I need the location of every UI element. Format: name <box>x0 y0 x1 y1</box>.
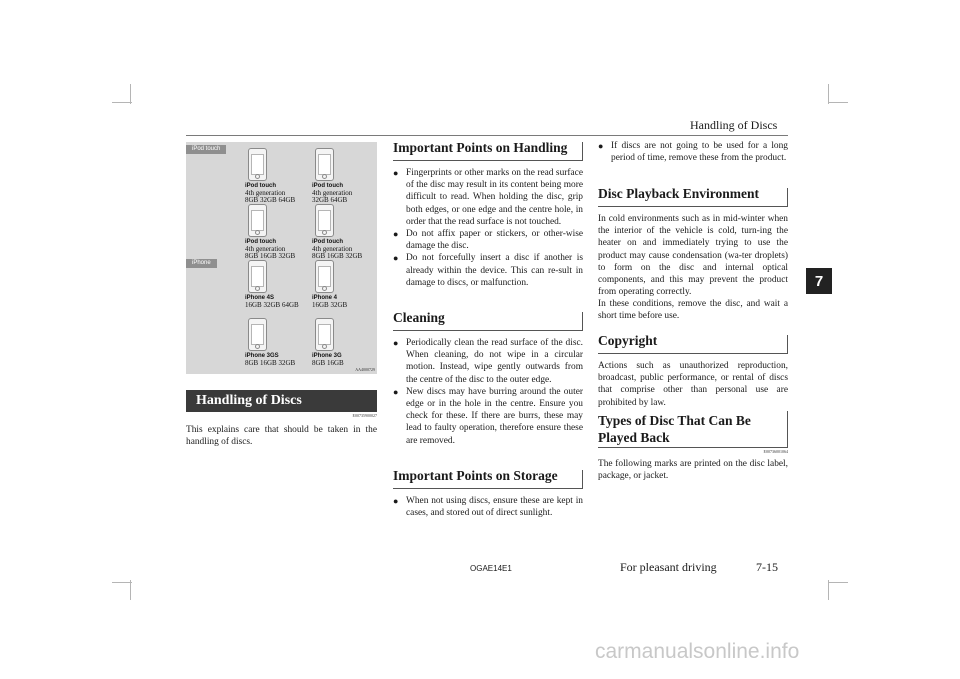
watermark: carmanualsonline.info <box>595 640 800 663</box>
footer-code: OGAE14E1 <box>470 564 512 573</box>
running-header: Handling of Discs <box>690 118 778 132</box>
section-heading-types-of-disc: Types of Disc That Can Be Played Back <box>598 412 788 448</box>
playback-env-text: In cold environments such as in mid-winter when the interior of the vehicle is cold, turn-ing the heater on and immediately trying to use the product may cause condensation (wa-ter droplets) to form on the disc and internal optical components, and this may prevent the product from operating correctly. <box>598 214 788 298</box>
header-rule <box>186 135 788 136</box>
handling-intro: This explains care that should be taken in the handling of discs. <box>186 425 377 448</box>
playback-env-text-2: In these conditions, remove the disc, and wait a short time before use. <box>598 299 788 322</box>
list-item: ● When not using discs, ensure these are kept in cases, and stored out of direct sunlight. <box>393 496 583 519</box>
list-item: ● Do not affix paper or stickers, or other-wise damage the disc. <box>393 229 583 252</box>
crop-mark <box>828 84 829 104</box>
bullet-icon: ● <box>393 229 399 240</box>
ipod-icon <box>248 204 267 237</box>
list-item: ● Do not forcefully insert a disc if another is already within the device. This can re-sult in damage to discs, or malfunction. <box>393 253 583 288</box>
section-heading-cleaning: Cleaning <box>393 309 583 331</box>
section-label-ipod: iPod touch <box>186 145 226 154</box>
device-ipod-touch-3: iPod touch 4th generation 8GB 16GB 32GB <box>245 204 317 260</box>
section-code: E00735900027 <box>352 413 377 418</box>
list-item: ● Fingerprints or other marks on the read surface of the disc may result in its content being more difficult to read. When holding the disc, grip both edges, or one edge and the centre hole, in order that the read surface is not touched. <box>393 168 583 227</box>
section-heading-playback-environment: Disc Playback Environment <box>598 185 788 207</box>
device-iphone-4: iPhone 4 16GB 32GB <box>312 260 384 309</box>
crop-mark <box>828 582 848 583</box>
iphone-icon <box>248 260 267 293</box>
device-ipod-touch-1: iPod touch 4th generation 8GB 32GB 64GB <box>245 148 317 204</box>
iphone-icon <box>315 260 334 293</box>
ipod-icon <box>315 204 334 237</box>
list-item: ● New discs may have burring around the outer edge or in the hole in the centre. Ensure you check for these. If there are burrs, these may lead to faulty operation, therefore ensure these are removed. <box>393 386 583 446</box>
ipod-icon <box>315 148 334 181</box>
bullet-icon: ● <box>393 253 399 264</box>
crop-mark <box>130 580 131 600</box>
device-ipod-touch-2: iPod touch 4th generation 32GB 64GB <box>312 148 384 204</box>
device-illustration <box>186 142 377 374</box>
copyright-text: Actions such as unauthorized reproduction, broadcast, public performance, or rental of discs that comprise other than personal use are prohibited by law. <box>598 361 788 408</box>
section-heading-copyright: Copyright <box>598 332 788 354</box>
bullet-list-long-period <box>598 140 788 164</box>
bullet-list-handling <box>393 167 583 289</box>
crop-mark <box>112 582 132 583</box>
crop-mark <box>130 84 131 104</box>
section-heading-handling: Handling of Discs <box>186 390 377 412</box>
chapter-tab: 7 <box>806 268 832 294</box>
device-iphone-4s: iPhone 4S 16GB 32GB 64GB <box>245 260 317 309</box>
types-text: The following marks are printed on the disc label, package, or jacket. <box>598 459 788 482</box>
crop-mark <box>112 102 132 103</box>
bullet-list-cleaning <box>393 337 583 447</box>
bullet-icon: ● <box>393 496 399 506</box>
bullet-icon: ● <box>598 141 604 151</box>
section-label-iphone: iPhone <box>186 259 217 268</box>
section-code: E00736001064 <box>763 449 788 454</box>
section-heading-important-handling: Important Points on Handling <box>393 139 583 161</box>
illustration-code: AA4000729 <box>355 367 375 372</box>
device-iphone-3g: iPhone 3G 8GB 16GB <box>312 318 384 367</box>
page-number: 7-15 <box>756 560 778 574</box>
section-heading-important-storage: Important Points on Storage <box>393 467 583 489</box>
bullet-icon: ● <box>393 338 399 348</box>
list-item: ● If discs are not going to be used for a long period of time, remove these from the product. <box>598 141 788 164</box>
ipod-icon <box>248 148 267 181</box>
list-item: ● Periodically clean the read surface of the disc. When cleaning, do not wipe in a circular motion. Instead, wipe gently outwards from the centre of the disc to the outer edge. <box>393 338 583 385</box>
iphone-icon <box>315 318 334 351</box>
bullet-icon: ● <box>393 386 399 397</box>
crop-mark <box>828 102 848 103</box>
device-iphone-3gs: iPhone 3GS 8GB 16GB 32GB <box>245 318 317 367</box>
crop-mark <box>828 580 829 600</box>
bullet-icon: ● <box>393 168 399 178</box>
footer-section: For pleasant driving <box>620 560 717 574</box>
device-ipod-touch-4: iPod touch 4th generation 8GB 16GB 32GB <box>312 204 384 260</box>
bullet-list-storage <box>393 495 583 519</box>
iphone-icon <box>248 318 267 351</box>
